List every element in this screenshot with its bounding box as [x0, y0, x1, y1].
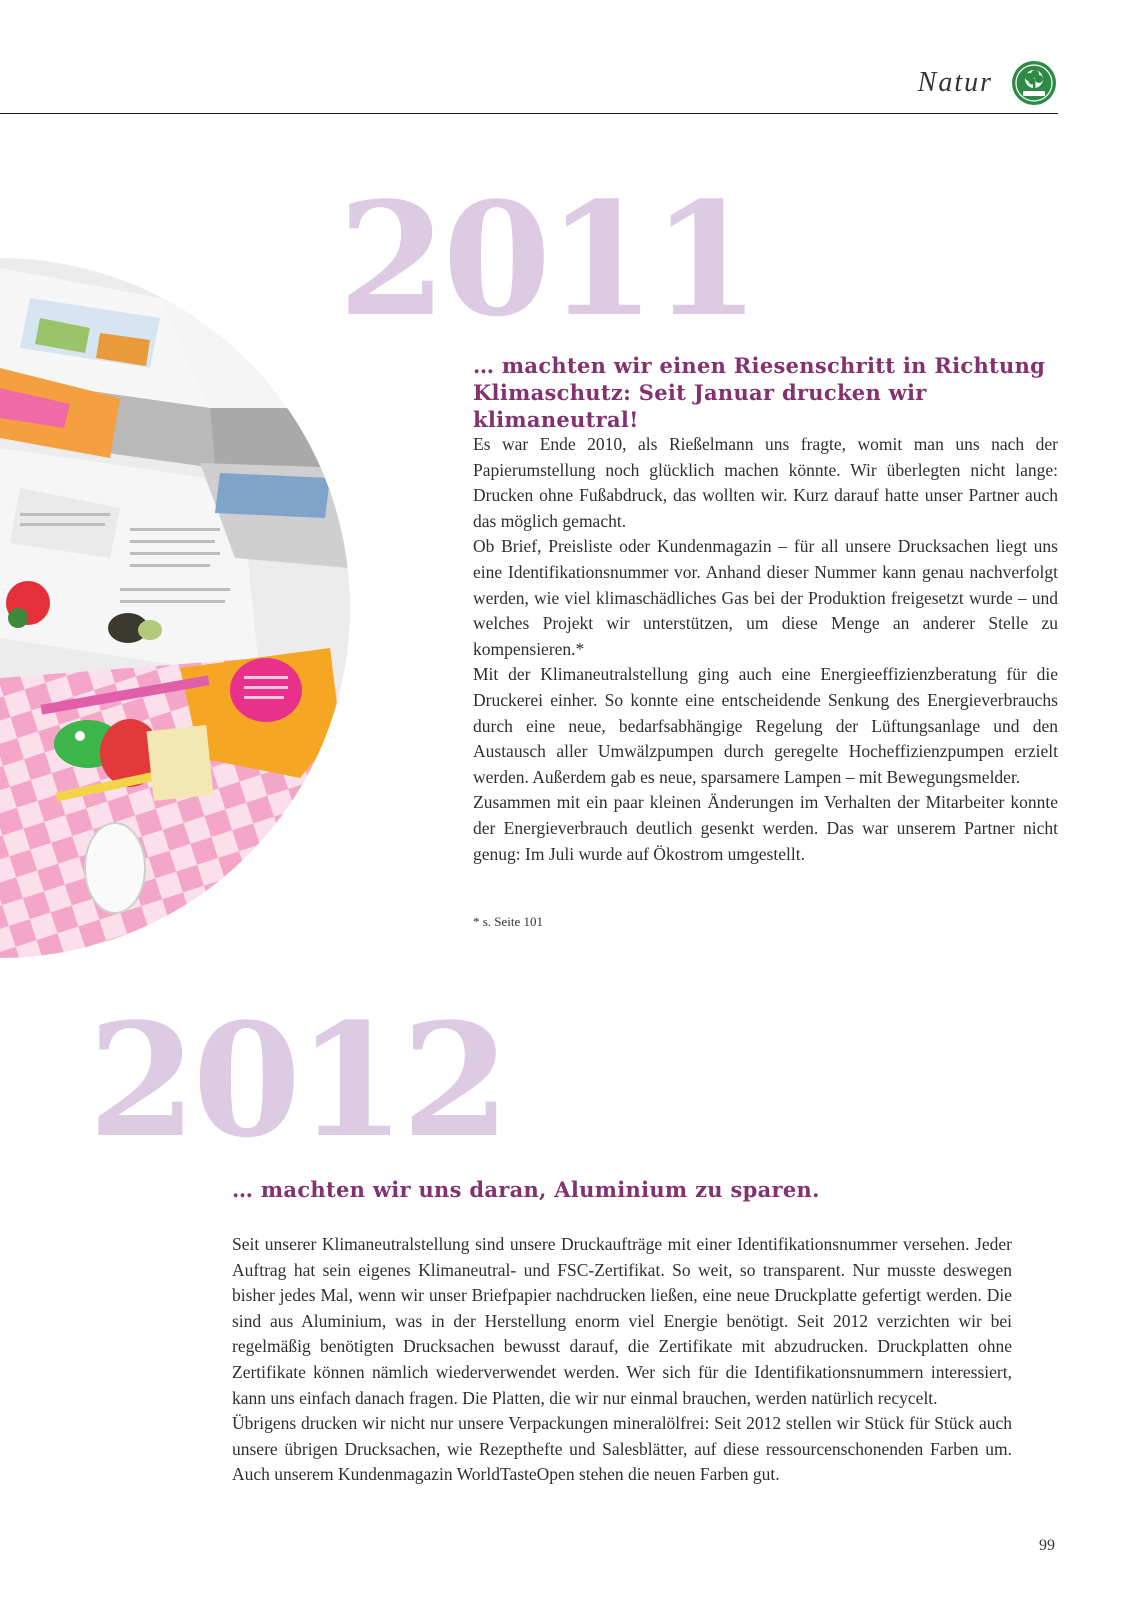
page-number: 99 [1039, 1537, 1055, 1554]
year-2011-heading: 2011 [338, 168, 757, 351]
page-header [918, 60, 1057, 106]
tree-seal-logo-icon [1011, 60, 1057, 106]
paragraph: Seit unserer Klimaneutralstellung sind unsere Druckaufträge mit einer Identifikationsnummer versehen. Jeder Auftrag hat sein eigenes Klimaneutral- und FSC-Zertifikat. So weit, so transparent. Nur musste deswegen bisher jedes Mal, wenn wir unser Briefpapier nachdrucken ließen, eine neue Druckplatte gefertigt werden. Die sind aus Aluminium, was in der Herstellung enorm viel Energie benötigt. Seit 2012 verzichten wir bei regelmäßig benötigten Drucksachen bewusst darauf, die Zertifikate mit abzudrucken. Druckplatten ohne Zertifikate können nämlich wiederverwendet werden. Wer sich für die Identifikationsnummern interessiert, kann uns einfach danach fragen. Die Platten, die wir nur einmal brauchen, werden natürlich recycelt. [232, 1234, 1012, 1408]
headline-2011 [473, 352, 1073, 433]
headline-2011-line1: … machten wir einen Riesenschritt in Richtung [473, 353, 1046, 378]
footnote: * s. Seite 101 [473, 914, 544, 929]
paragraph: Mit der Klimaneutralstellung ging auch eine Energieeffizienzberatung für die Druckerei einher. So konnte eine entscheidende Senkung des Energieverbrauchs durch eine neue, bedarfsabhängige Regelung der Lüftungsanlage und den Austausch aller Umwälzpumpen durch geregelte Hocheffizienzpumpen erzielt werden. Außerdem gab es neue, sparsamere Lampen – mit Bewegungsmelder. [473, 664, 1058, 787]
body-2012 [232, 1232, 1012, 1488]
header-rule [0, 113, 1058, 114]
headline-2011-line2: Klimaschutz: Seit Januar drucken wir klimaneutral! [473, 380, 927, 432]
paragraph: Es war Ende 2010, als Rießelmann uns fragte, womit man uns nach der Papierumstellung noch glücklich machen könnte. Wir überlegten nicht lange: Drucken ohne Fußabdruck, das wollten wir. Kurz darauf hatte unser Partner auch das möglich gemacht. [473, 434, 1058, 531]
paragraph: Ob Brief, Preisliste oder Kundenmagazin – für all unsere Drucksachen liegt uns eine Identifikationsnummer vor. Anhand dieser Nummer kann genau nachverfolgt werden, wie viel klimaschädliches Gas bei der Produktion freigesetzt wurde – und welches Projekt wir unterstützen, um diese Menge an anderer Stelle zu kompensieren.* [473, 536, 1058, 659]
paragraph: Übrigens drucken wir nicht nur unsere Verpackungen mineralölfrei: Seit 2012 stellen wir Stück für Stück auch unsere übrigen Drucksachen, wie Rezepthefte und Salesblätter, auf diese ressourcenschonenden Farben um. Auch unserem Kundenmagazin WorldTasteOpen stehen die neuen Farben gut. [232, 1413, 1012, 1485]
headline-2012: … machten wir uns daran, Aluminium zu sparen. [232, 1177, 820, 1202]
year-2012-heading: 2012 [88, 989, 507, 1172]
section-title: Natur [917, 67, 993, 98]
print-sheets-photo [0, 258, 350, 958]
paragraph: Zusammen mit ein paar kleinen Änderungen im Verhalten der Mitarbeiter konnte der Energieverbrauch deutlich gesenkt werden. Das war unserem Partner nicht genug: Im Juli wurde auf Ökostrom umgestellt. [473, 792, 1058, 864]
body-2011 [473, 432, 1058, 867]
